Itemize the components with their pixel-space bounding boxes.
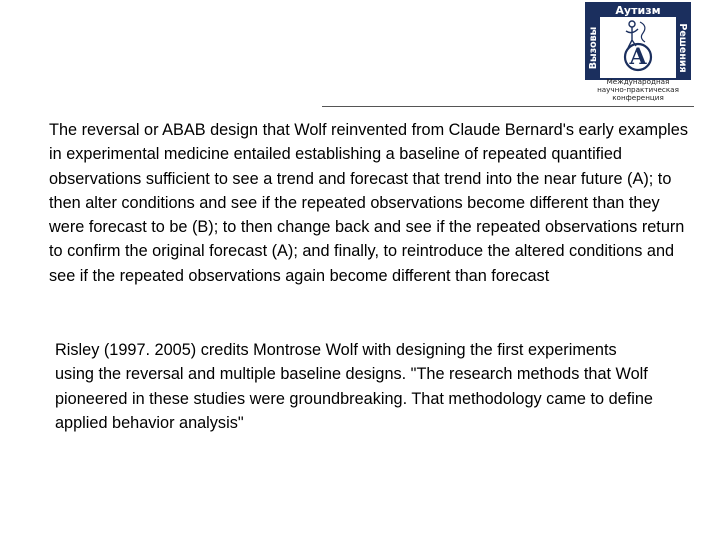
logo-caption-line: Международная	[606, 77, 670, 86]
logo-caption-line: конференция	[612, 93, 664, 103]
conference-logo	[585, 2, 691, 106]
logo-title-word: Аутизм	[615, 4, 661, 17]
logo-right-word: Решения	[677, 23, 688, 73]
logo-monogram: A	[629, 44, 647, 70]
conference-logo-emblem	[585, 2, 691, 80]
logo-caption	[585, 78, 691, 103]
body-paragraph-reversal-design: The reversal or ABAB design that Wolf reinvented from Claude Bernard's early examples in experimental medicine entailed establishing a baseline of repeated quantified observations sufficient to see a trend and forecast that trend into the near future (A); to then alter conditions and see if the repeated observations become different than they were forecast to be (B); to then change back and see if the repeated observations return to confirm the original forecast (A); and finally, to reintroduce the altered conditions and see if the repeated observations again become different than forecast	[49, 121, 688, 285]
header-divider	[322, 106, 694, 107]
logo-left-word: Вызовы	[588, 26, 599, 70]
body-paragraph-risley-quote: Risley (1997. 2005) credits Montrose Wolf with designing the first experiments using the reversal and multiple baseline designs. "The research methods that Wolf pioneered in these studies were groundbreaking. That methodology came to define applied behavior analysis"	[55, 341, 653, 432]
logo-caption-line: научно-практическая	[597, 85, 679, 95]
